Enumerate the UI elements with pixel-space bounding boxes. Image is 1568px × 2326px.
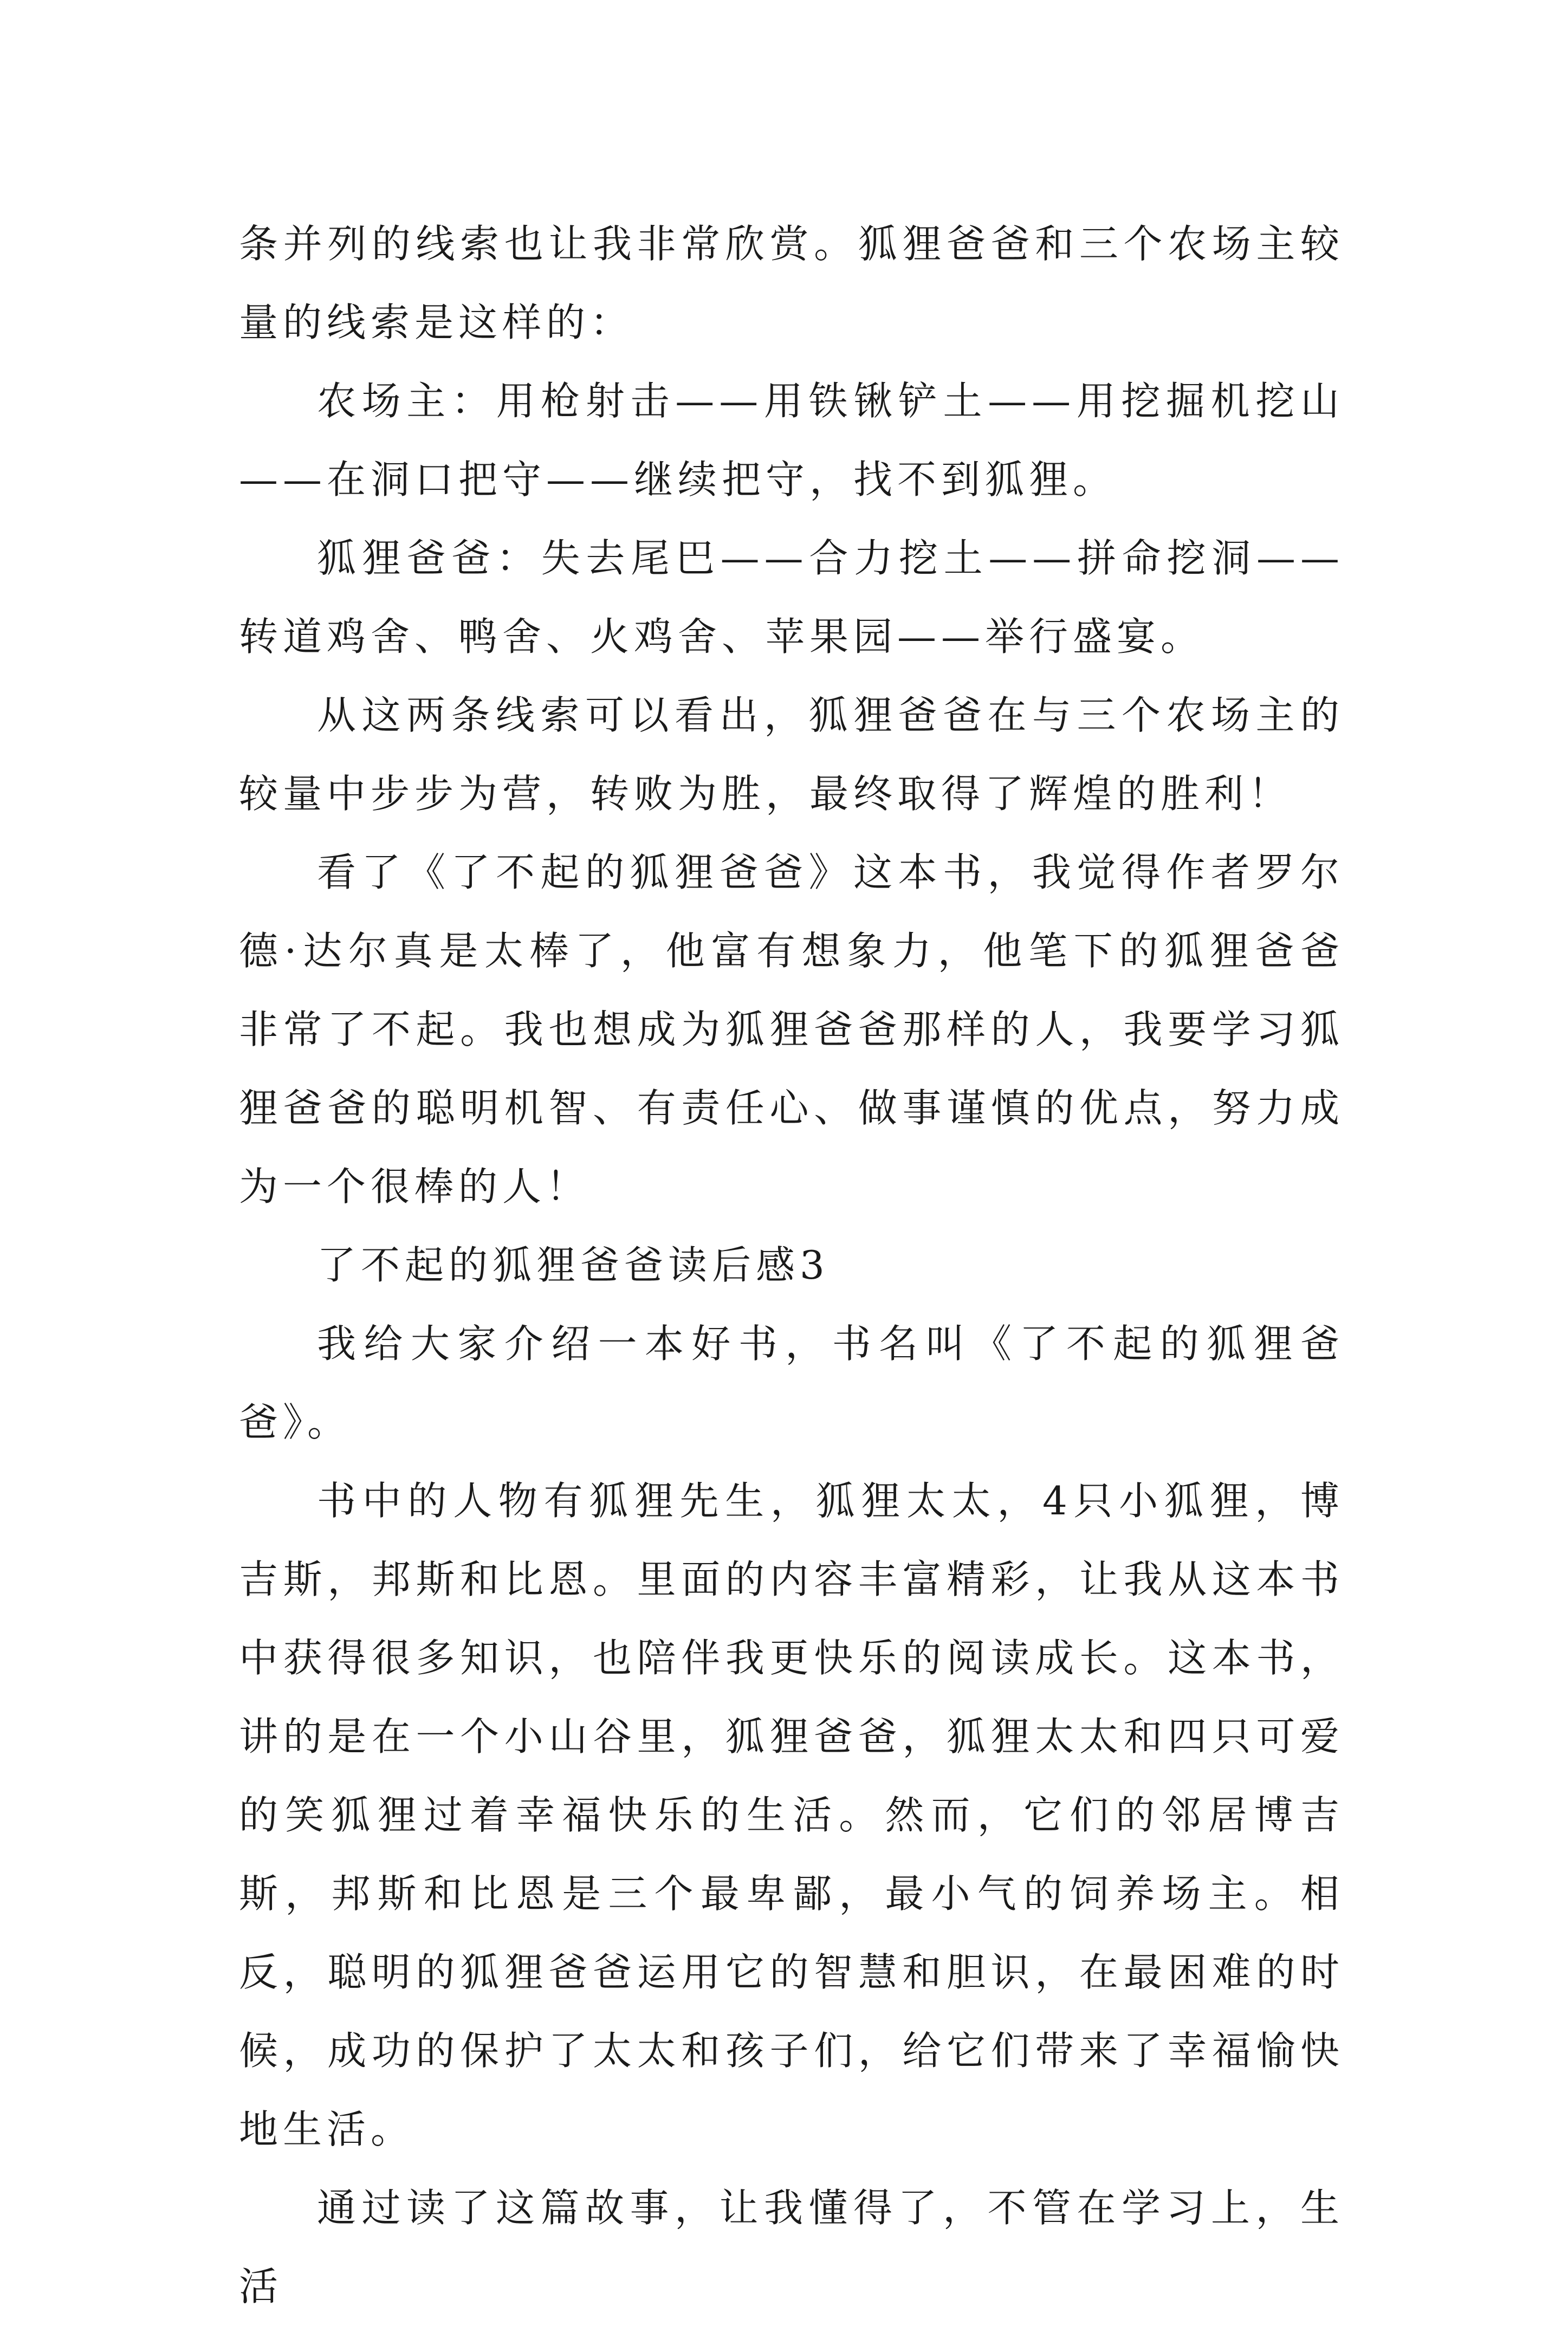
- paragraph-8: 书中的人物有狐狸先生，狐狸太太，4只小狐狸，博吉斯，邦斯和比恩。里面的内容丰富精彩，让我从这本书中获得很多知识，也陪伴我更快乐的阅读成长。这本书，讲的是在一个小山谷里，狐狸爸爸，狐狸太太和四只可爱的笑狐狸过着幸福快乐的生活。然而，它们的邻居博吉斯，邦斯和比恩是三个最卑鄙，最小气的饲养场主。相反，聪明的狐狸爸爸运用它的智慧和胆识，在最困难的时候，成功的保护了太太和孩子们，给它们带来了幸福愉快地生活。: [239, 1478, 1344, 2152]
- paragraph-2: 农场主：用枪射击——用铁锹铲土——用挖掘机挖山——在洞口把守——继续把守，找不到狐狸。: [239, 378, 1344, 502]
- section-heading: 了不起的狐狸爸爸读后感3: [317, 1242, 830, 1288]
- paragraph-1: 条并列的线索也让我非常欣赏。狐狸爸爸和三个农场主较量的线索是这样的：: [239, 221, 1344, 345]
- paragraph-5: 看了《了不起的狐狸爸爸》这本书，我觉得作者罗尔德·达尔真是太棒了，他富有想象力，他笔下的狐狸爸爸非常了不起。我也想成为狐狸爸爸那样的人，我要学习狐狸爸爸的聪明机智、有责任心、做事谨慎的优点，努力成为一个很棒的人！: [239, 850, 1344, 1209]
- paragraph-7: 我给大家介绍一本好书，书名叫《了不起的狐狸爸爸》。: [239, 1321, 1344, 1445]
- document-body: [239, 205, 1344, 2326]
- paragraph-3: 狐狸爸爸：失去尾巴——合力挖土——拼命挖洞——转道鸡舍、鸭舍、火鸡舍、苹果园——举行盛宴。: [239, 535, 1344, 659]
- paragraph-9: 通过读了这篇故事，让我懂得了，不管在学习上，生活: [239, 2185, 1344, 2309]
- paragraph-4: 从这两条线索可以看出，狐狸爸爸在与三个农场主的较量中步步为营，转败为胜，最终取得了辉煌的胜利！: [239, 692, 1344, 817]
